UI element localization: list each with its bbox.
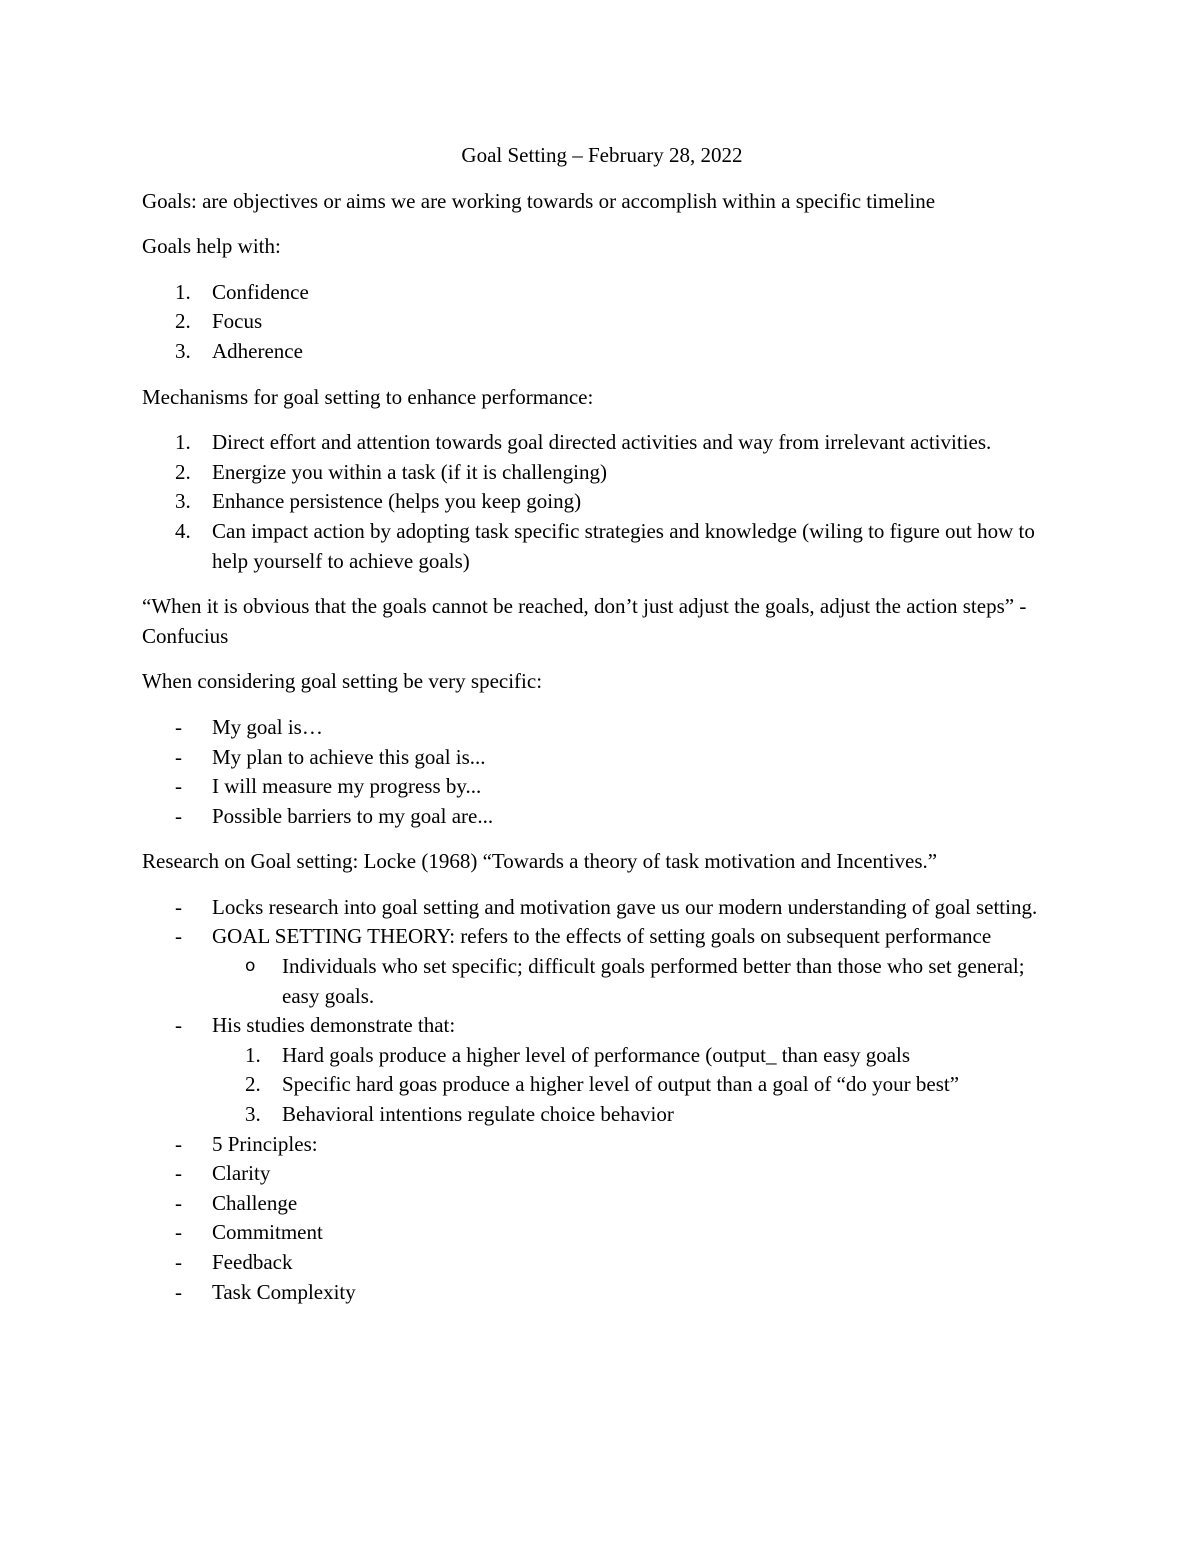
list-marker: - — [175, 1131, 182, 1156]
list-marker: - — [175, 894, 182, 919]
list-item-text: My plan to achieve this goal is... — [212, 744, 486, 769]
list-item-text: Focus — [212, 309, 263, 334]
list-item — [142, 772, 1062, 802]
list-item — [142, 1189, 1062, 1219]
list-item-text: My goal is… — [212, 714, 323, 739]
list-item-text: I will measure my progress by... — [212, 774, 482, 799]
list-marker: 3. — [245, 1102, 261, 1127]
list-item — [212, 1041, 1062, 1071]
list-item-text: Adherence — [212, 338, 303, 363]
mechanisms-heading: Mechanisms for goal setting to enhance performance: — [142, 384, 594, 409]
list-item-text: Possible barriers to my goal are... — [212, 803, 494, 828]
list-item — [142, 1248, 1062, 1278]
list-item-text: GOAL SETTING THEORY: refers to the effects of setting goals on subsequent performance — [212, 924, 992, 949]
list-marker: 2. — [245, 1072, 261, 1097]
list-marker: 1. — [245, 1042, 261, 1067]
list-item — [142, 517, 1062, 576]
list-item — [142, 1278, 1062, 1308]
goals-definition: Goals: are objectives or aims we are working towards or accomplish within a specific timeline — [142, 188, 936, 213]
research-list — [142, 893, 1062, 1307]
list-item-text: Feedback — [212, 1250, 293, 1274]
goals-help-list — [142, 278, 1062, 367]
confucius-quote: “When it is obvious that the goals cannot be reached, don’t just adjust the goals, adjust the action steps” - Confucius — [142, 594, 1027, 648]
list-item-text: Commitment — [212, 1220, 323, 1245]
list-item-text: 5 Principles: — [212, 1131, 318, 1156]
list-item-text: His studies demonstrate that: — [212, 1013, 456, 1038]
list-marker: - — [175, 744, 182, 769]
list-item-text: Specific hard goas produce a higher level of output than a goal of “do your best” — [282, 1072, 960, 1097]
list-item — [142, 1218, 1062, 1248]
document-page — [142, 141, 1062, 1323]
list-item-text: Hard goals produce a higher level of performance (output_ than easy goals — [282, 1042, 911, 1067]
document-title: Goal Setting – February 28, 2022 — [461, 143, 743, 167]
list-item-text: Energize you within a task (if it is challenging) — [212, 459, 608, 484]
list-item — [142, 893, 1062, 923]
list-item — [212, 1070, 1062, 1100]
studies-sublist — [212, 1041, 1062, 1130]
list-marker: - — [175, 1161, 182, 1186]
mechanisms-list — [142, 428, 1062, 576]
list-marker: 3. — [175, 489, 191, 514]
list-marker: - — [175, 1190, 182, 1215]
list-item — [142, 487, 1062, 517]
list-item-text: Clarity — [212, 1161, 271, 1186]
list-item-text: Challenge — [212, 1190, 298, 1215]
list-item — [142, 1011, 1062, 1129]
list-item — [142, 713, 1062, 743]
goals-help-heading: Goals help with: — [142, 234, 281, 259]
list-item-text: Confidence — [212, 279, 309, 304]
list-item — [142, 1159, 1062, 1189]
list-marker: o — [245, 956, 256, 977]
list-item — [142, 337, 1062, 367]
list-item-text: Individuals who set specific; difficult goals performed better than those who set general; easy goals. — [282, 954, 1025, 1008]
list-item — [212, 952, 1062, 1011]
list-marker: 4. — [175, 518, 191, 543]
specific-heading: When considering goal setting be very specific: — [142, 669, 543, 694]
list-marker: - — [175, 1220, 182, 1245]
list-marker: 2. — [175, 459, 191, 484]
list-marker: - — [175, 774, 182, 799]
list-marker: - — [175, 803, 182, 828]
list-item-text: Enhance persistence (helps you keep going) — [212, 489, 582, 514]
list-marker: - — [175, 1279, 182, 1304]
list-marker: 1. — [175, 279, 191, 304]
list-marker: 1. — [175, 430, 191, 455]
specific-list — [142, 713, 1062, 831]
list-item — [142, 307, 1062, 337]
goal-theory-sublist — [212, 952, 1062, 1011]
list-item-text: Locks research into goal setting and motivation gave us our modern understanding of goal setting. — [212, 894, 1038, 919]
list-item — [212, 1100, 1062, 1130]
list-marker: - — [175, 1013, 182, 1038]
list-marker: - — [175, 1250, 182, 1274]
list-item-text: Can impact action by adopting task specific strategies and knowledge (wiling to figure out how to help yourself to achieve goals) — [212, 518, 1035, 573]
list-marker: 3. — [175, 338, 191, 363]
list-item — [142, 802, 1062, 832]
research-heading: Research on Goal setting: Locke (1968) “Towards a theory of task motivation and Incentives.” — [142, 849, 938, 874]
list-item — [142, 428, 1062, 458]
list-marker: - — [175, 714, 182, 739]
list-item — [142, 278, 1062, 308]
list-marker: 2. — [175, 309, 191, 334]
list-item — [142, 1130, 1062, 1160]
list-marker: - — [175, 924, 182, 949]
list-item — [142, 922, 1062, 1011]
list-item — [142, 743, 1062, 773]
list-item-text: Task Complexity — [212, 1279, 356, 1304]
list-item-text: Direct effort and attention towards goal directed activities and way from irrelevant activities. — [212, 430, 992, 455]
list-item-text: Behavioral intentions regulate choice behavior — [282, 1102, 674, 1127]
list-item — [142, 458, 1062, 488]
